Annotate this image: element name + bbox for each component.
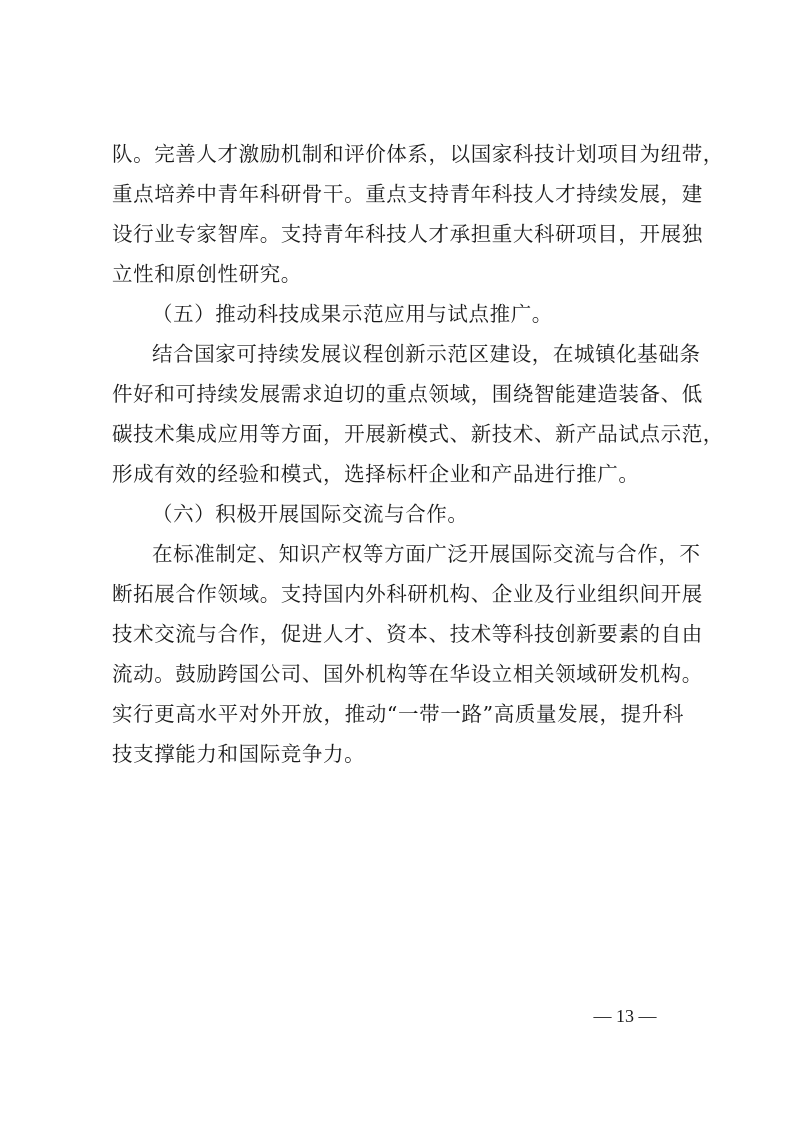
paragraph-3-line-2: 断拓展合作领域。支持国内外科研机构、企业及行业组织间开展 xyxy=(112,582,703,606)
paragraph-3-line-3: 技术交流与合作，促进人才、资本、技术等科技创新要素的自由 xyxy=(112,622,703,646)
paragraph-1-line-2: 重点培养中青年科研骨干。重点支持青年科技人才持续发展，建 xyxy=(112,182,703,206)
paragraph-3-line-1: 在标准制定、知识产权等方面广泛开展国际交流与合作，不 xyxy=(152,542,701,566)
paragraph-1-line-4: 立性和原创性研究。 xyxy=(112,262,302,286)
paragraph-3-line-6: 技支撑能力和国际竞争力。 xyxy=(112,742,366,766)
paragraph-2-line-4: 形成有效的经验和模式，选择标杆企业和产品进行推广。 xyxy=(112,462,640,486)
page-number: — 13 — xyxy=(593,1006,657,1026)
paragraph-3-line-5: 实行更高水平对外开放，推动“一带一路”高质量发展，提升科 xyxy=(112,702,684,726)
section-heading-6: （六）积极开展国际交流与合作。 xyxy=(152,502,469,526)
paragraph-2-line-3: 碳技术集成应用等方面，开展新模式、新技术、新产品试点示范， xyxy=(112,422,724,446)
paragraph-1-line-1: 队。完善人才激励机制和评价体系，以国家科技计划项目为纽带， xyxy=(112,142,724,166)
paragraph-3-line-4: 流动。鼓励跨国公司、国外机构等在华设立相关领域研发机构。 xyxy=(112,662,703,686)
paragraph-2-line-1: 结合国家可持续发展议程创新示范区建设，在城镇化基础条 xyxy=(152,342,701,366)
paragraph-2-line-2: 件好和可持续发展需求迫切的重点领域，围绕智能建造装备、低 xyxy=(112,382,703,406)
paragraph-1-line-3: 设行业专家智库。支持青年科技人才承担重大科研项目，开展独 xyxy=(112,222,703,246)
section-heading-5: （五）推动科技成果示范应用与试点推广。 xyxy=(152,302,553,326)
